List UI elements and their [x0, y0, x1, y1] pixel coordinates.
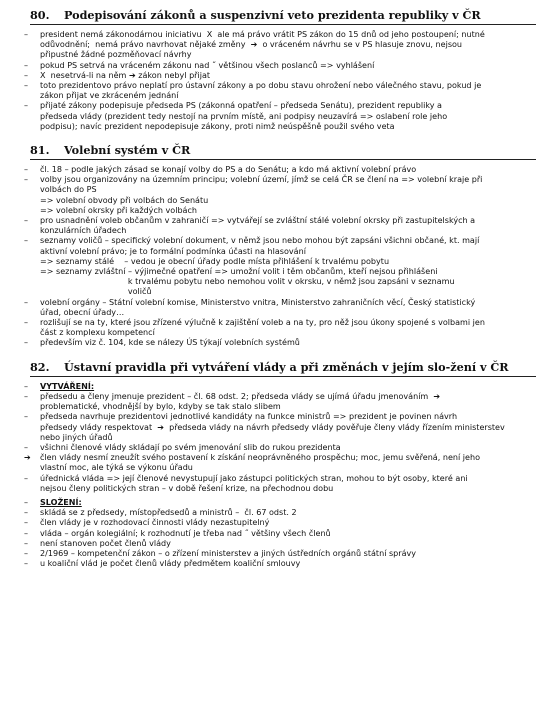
list-item: – 2/1969 – kompetenční zákon – o zřízení ministerstev a jiných ústředních orgánů státní správy: [30, 549, 536, 559]
list-item-continuation: nebo jiných úřadů: [40, 432, 113, 442]
list-item: – skládá se z předsedy, místopředsedů a ministrů – čl. 67 odst. 2: [30, 508, 536, 518]
list-item-continuation: k trvalému pobytu nebo nemohou volit v okrsku, v němž jsou zapsáni v seznamu: [46, 277, 455, 287]
list-item: – čl. 18 – podle jakých zásad se konají volby do PS a do Senátu; a kdo má aktivní volební právo: [30, 165, 536, 175]
list-item: – seznamy voličů – specifický volební dokument, v němž jsou nebo mohou být zapsáni všichni občané, kt. mají: [30, 236, 536, 246]
section-number: 81.: [30, 143, 50, 158]
section-81: [30, 143, 536, 349]
subsection-heading: – SLOŽENÍ:: [30, 498, 536, 508]
list-item: – předseda navrhuje prezidentovi jednotlivé kandidáty na funkce ministrů => prezident je povinen návrh: [30, 412, 536, 422]
list-item-continuation: => seznamy stálé – vedou je obecní úřady podle místa přihlášení k trvalému pobytu: [40, 256, 390, 266]
list-item: – úřednická vláda => její členové nevystupují jako zástupci politických stran, mohou to být osoby, které ani: [30, 474, 536, 484]
list-item: – pokud PS setrvá na vráceném zákonu nad ˝ většinou všech poslanců => vyhlášení: [30, 61, 536, 71]
section-number: 80.: [30, 8, 50, 22]
list-item: – rozlišují se na ty, které jsou zřízené výlučně k zajištění voleb a na ty, pro něž jsou úkony spojené s volbami jen: [30, 318, 536, 328]
list-item-continuation: odůvodnění; nemá právo navrhovat nějaké změny ➔ o vráceném návrhu se v PS hlasuje znovu, nejsou: [40, 40, 463, 50]
list-item-continuation: část z komplexu kompetencí: [40, 328, 155, 338]
list-item-continuation: => volební obvody při volbách do Senátu: [40, 195, 209, 205]
list-item: – X nesetrvá-li na něm ➔ zákon nebyl přijat: [30, 71, 536, 81]
section-82: [30, 360, 536, 570]
section-number: 82.: [30, 359, 50, 374]
section-title: Volební systém v ČR: [64, 143, 191, 158]
list-item: – pro usnadnění voleb občanům v zahraničí => vytvářejí se zvláštní stálé volební okrsky při zastupitelských a: [30, 216, 536, 226]
list-item-continuation: voličů: [46, 287, 152, 297]
list-item-continuation: zákon přijat ve zkráceném jednání: [40, 91, 179, 101]
list-item: – volby jsou organizovány na územním principu; volební území, jímž se celá ČR se člení na => volební kraje při: [30, 175, 536, 185]
list-item-continuation: konzulárních úřadech: [40, 226, 127, 236]
section-body: [30, 30, 536, 132]
section-heading: [30, 143, 536, 160]
section-body: [30, 165, 536, 349]
list-item-continuation: => seznamy zvláštní – výjimečné opatření => umožní volit i těm občanům, kteří nejsou přihlášeni: [40, 267, 438, 277]
list-item-continuation: aktivní volební právo; je to formální podmínka účasti na hlasování: [40, 246, 306, 256]
list-item-continuation: předseda vlády (prezident tedy nestojí na prvním místě, ani podpisy neuzavírá => oslabení role jeho: [40, 111, 448, 121]
list-item-continuation: nejsou členy politických stran – v době řešení krize, na přechodnou dobu: [40, 483, 334, 493]
list-item-continuation: předsedy vlády respektovat ➔ předseda vlády na návrh předsedy vlády pověřuje členy vlády řízením ministerstev: [40, 422, 505, 432]
list-item: – u koaliční vlád je počet členů vlády předmětem koaliční smlouvy: [30, 559, 536, 569]
list-item: – všichni členové vlády skládají po svém jmenování slib do rukou prezidenta: [30, 443, 536, 453]
list-item-continuation: vlastní moc, ale týká se výkonu úřadu: [40, 463, 193, 473]
list-item: – člen vlády je v rozhodovací činnosti vlády nezastupitelný: [30, 518, 536, 528]
list-item: – volební orgány – Státní volební komise, Ministerstvo vnitra, Ministerstvo zahraničních věcí, Český statistický: [30, 298, 536, 308]
list-item: – není stanoven počet členů vlády: [30, 539, 536, 549]
list-item: – přijaté zákony podepisuje předseda PS (zákonná opatření – předseda Senátu), prezident republiky a: [30, 101, 536, 111]
section-title: Podepisování zákonů a suspenzivní veto prezidenta republiky v ČR: [64, 8, 481, 22]
section-heading: [30, 8, 536, 25]
section-heading: [30, 360, 536, 377]
section-title: Ústavní pravidla při vytváření vlády a při změnách v jejím slo-žení v ČR: [64, 359, 509, 374]
list-item-continuation: volbách do PS: [40, 185, 97, 195]
list-item-continuation: úřad, obecní úřady…: [40, 307, 125, 317]
list-item: – předsedu a členy jmenuje prezident – čl. 68 odst. 2; předseda vlády se ujímá úřadu jmenováním ➔: [30, 392, 536, 402]
list-item-continuation: problematické, vhodnější by bylo, kdyby se tak stalo slibem: [40, 402, 281, 412]
list-item-continuation: => volební okrsky při každých volbách: [40, 205, 198, 215]
list-item: – toto prezidentovo právo neplatí pro ústavní zákony a po dobu stavu ohrožení nebo válečného stavu, pokud je: [30, 81, 536, 91]
section-body: [30, 382, 536, 570]
list-item-continuation: podpisu); navíc prezident nepodepisuje zákony, proti nimž neúspěšně použil svého veta: [40, 121, 395, 131]
list-item: ➔ člen vlády nesmí zneužít svého postavení k získání neoprávněného prospěchu; moc, jemu svěřená, není jeho: [30, 453, 536, 463]
subsection-heading: – VYTVÁŘENÍ:: [30, 382, 536, 392]
list-item: – president nemá zákonodárnou iniciativu X ale má právo vrátit PS zákon do 15 dnů od jeho postoupení; nutné: [30, 30, 536, 40]
list-item: – vláda – orgán kolegiální; k rozhodnutí je třeba nad ˝ většiny všech členů: [30, 529, 536, 539]
section-80: [30, 8, 536, 132]
list-item: – především viz č. 104, kde se nálezy ÚS týkají volebních systémů: [30, 338, 536, 348]
list-item-continuation: připustné žádné pozměňovací návrhy: [40, 50, 192, 60]
